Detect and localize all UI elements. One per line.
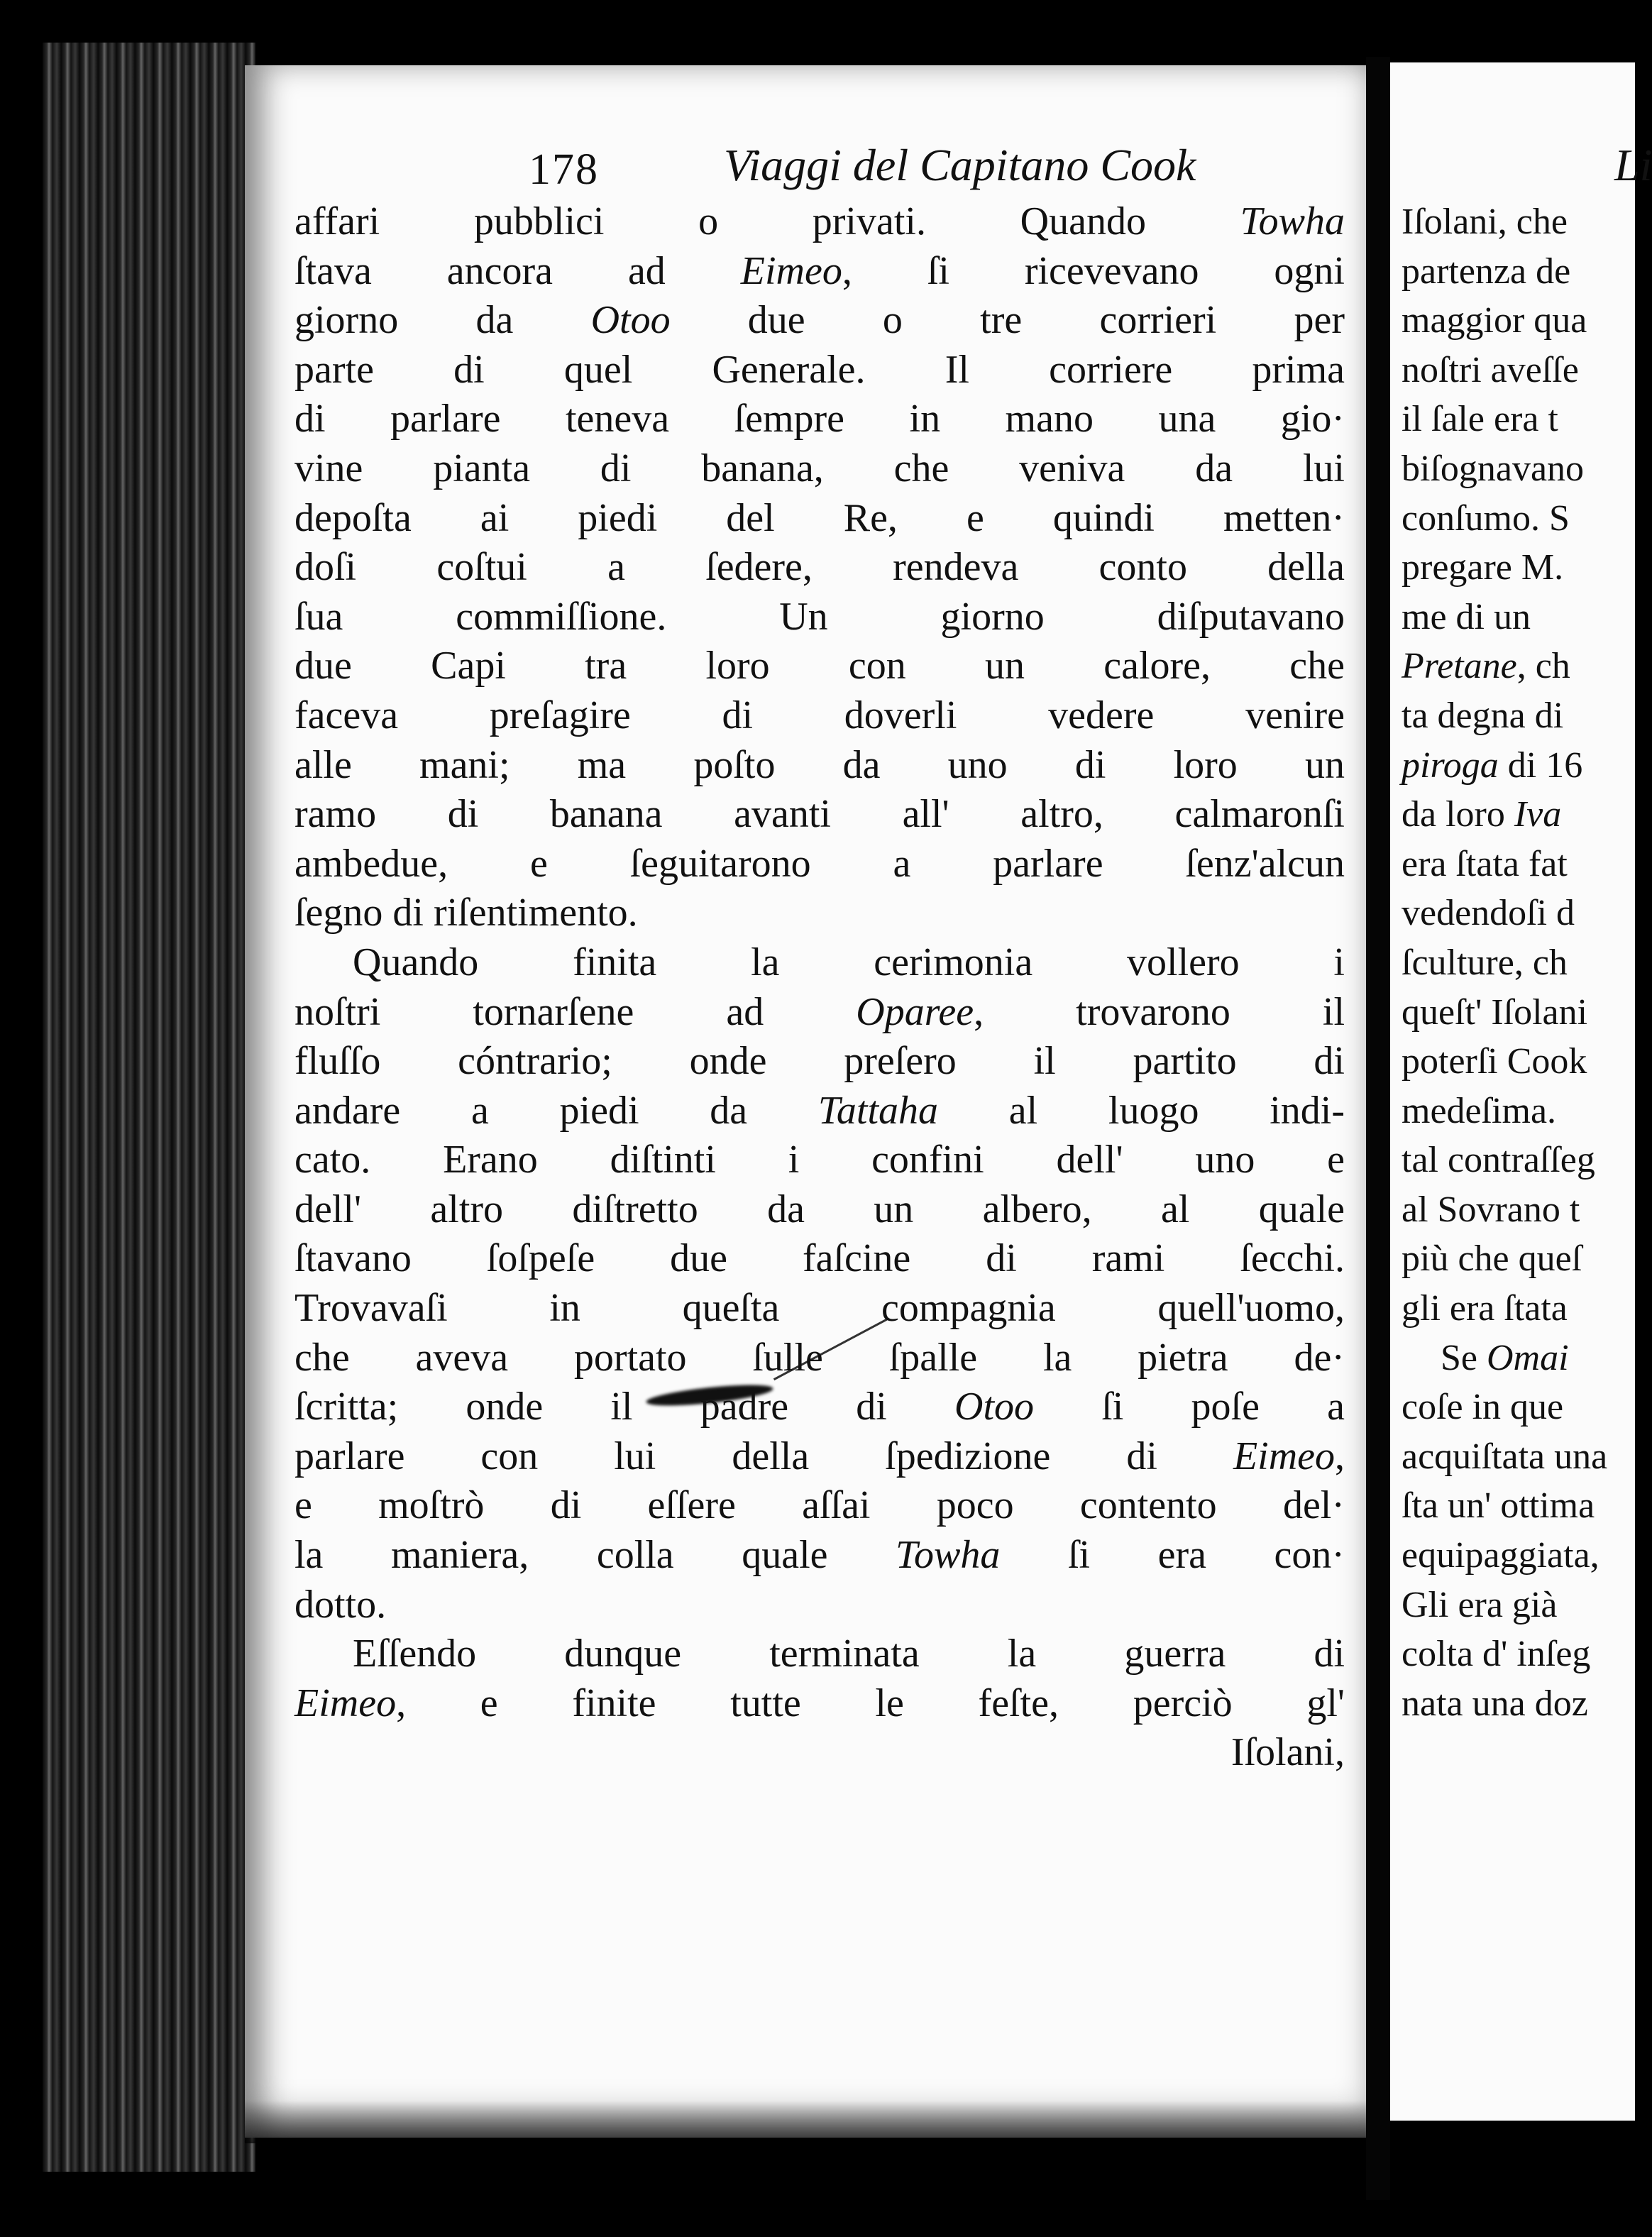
text-line	[294, 1728, 1345, 1778]
text-line	[1402, 197, 1643, 247]
text-segment: due o tre corrieri per	[670, 298, 1345, 343]
text-segment: che aveva portato ſulle ſpalle la pietra de·	[294, 1335, 1345, 1380]
italic-word: Iva	[1514, 794, 1562, 835]
text-segment: parte di quel Generale. Il corriere prima	[294, 347, 1345, 392]
text-line	[294, 1679, 1345, 1729]
text-segment: partenza de	[1402, 251, 1571, 292]
text-segment: ſcritta; onde il padre di	[294, 1385, 955, 1429]
text-segment: noſtri aveſſe	[1402, 349, 1579, 390]
text-segment: parlare con lui della ſpedizione di	[294, 1434, 1233, 1478]
text-segment: ſi poſe a	[1034, 1385, 1345, 1429]
italic-word: Pretane	[1402, 646, 1517, 687]
text-segment: due Capi tra loro con un calore, che	[294, 644, 1345, 688]
italic-word: Tattaha	[817, 1088, 939, 1133]
text-segment: ſua commiſſione. Un giorno diſputavano	[294, 594, 1345, 639]
italic-word: Towha	[1240, 199, 1345, 243]
text-line	[294, 247, 1345, 297]
text-segment: tal contraſſeg	[1402, 1140, 1595, 1181]
text-segment: pregare M.	[1402, 547, 1564, 588]
text-line	[294, 593, 1345, 642]
text-segment: al luogo indi-	[938, 1088, 1345, 1133]
text-line	[294, 1136, 1345, 1185]
text-segment: Eſſendo dunque terminata la guerra di	[353, 1632, 1345, 1676]
text-segment: più che queſ	[1402, 1238, 1582, 1280]
text-line	[1402, 395, 1643, 444]
text-segment: il ſale era t	[1402, 399, 1558, 440]
text-segment: la maniera, colla quale	[294, 1533, 896, 1578]
text-line	[1402, 1037, 1643, 1087]
text-segment: ſi era con·	[1000, 1533, 1345, 1578]
page-number: 178	[529, 145, 599, 194]
text-segment: ſculture, ch	[1402, 942, 1568, 983]
text-line	[1402, 1432, 1643, 1482]
text-line	[294, 1234, 1345, 1284]
text-segment: dotto.	[294, 1582, 387, 1627]
text-line	[1402, 494, 1643, 544]
text-segment: vedendoſi d	[1402, 893, 1575, 934]
italic-word: Omai	[1487, 1337, 1569, 1378]
text-segment: colta d' inſeg	[1402, 1634, 1591, 1675]
italic-word: Eimeo	[1233, 1434, 1335, 1478]
text-segment: era ſtata fat	[1402, 843, 1568, 884]
right-body-text	[1402, 197, 1643, 1728]
text-line	[1402, 247, 1643, 297]
text-segment: Quando finita la cerimonia vollero i	[353, 940, 1345, 984]
text-segment: Iſolani, che	[1402, 202, 1568, 242]
text-segment: Se	[1441, 1337, 1487, 1378]
text-segment: , e finite tutte le feſte, perciò gl'	[396, 1681, 1345, 1725]
text-line	[294, 1383, 1345, 1432]
text-segment: medeſima.	[1402, 1090, 1557, 1131]
page-shadow	[245, 2101, 1366, 2143]
text-segment: di 16	[1498, 744, 1583, 786]
text-segment: vine pianta di banana, che veniva da lui	[294, 446, 1345, 490]
text-line	[294, 444, 1345, 494]
text-segment: al Sovrano t	[1402, 1189, 1580, 1230]
text-segment: ſegno di riſentimento.	[294, 891, 638, 935]
text-segment: noſtri tornarſene ad	[294, 989, 857, 1034]
text-line	[294, 1531, 1345, 1581]
text-line	[1402, 1087, 1643, 1136]
text-line	[294, 1629, 1345, 1679]
text-line	[1402, 1334, 1643, 1383]
right-running-title: Li	[1614, 140, 1652, 190]
text-segment: biſognavano	[1402, 448, 1585, 489]
text-line	[294, 790, 1345, 840]
text-line	[294, 296, 1345, 346]
left-body-text	[294, 197, 1345, 1778]
text-line	[294, 1581, 1345, 1630]
text-line	[294, 741, 1345, 791]
book-gutter	[1366, 57, 1390, 2200]
text-segment: ſtavano ſoſpeſe due faſcine di rami ſecchi.	[294, 1236, 1345, 1281]
text-segment: ſta un' ottima	[1402, 1485, 1595, 1527]
italic-word: Towha	[896, 1533, 1001, 1578]
text-line	[294, 1334, 1345, 1383]
text-segment: , ch	[1516, 646, 1570, 687]
text-segment: Trovavaſi in queſta compagnia quell'uomo,	[294, 1286, 1345, 1331]
text-line	[1402, 444, 1643, 494]
italic-word: Eimeo	[294, 1681, 397, 1725]
text-line	[294, 889, 1345, 938]
right-page-header	[1402, 139, 1652, 197]
text-segment: conſumo. S	[1402, 498, 1570, 539]
text-segment: coſe in que	[1402, 1387, 1564, 1428]
page-edges	[43, 43, 255, 2172]
text-line	[294, 1432, 1345, 1482]
text-segment: da loro	[1402, 794, 1514, 835]
text-segment: Gli era già	[1402, 1584, 1558, 1625]
text-line	[294, 395, 1345, 444]
text-line	[1402, 642, 1643, 691]
text-segment: queſt' Iſolani	[1402, 991, 1588, 1033]
text-line	[1402, 1185, 1643, 1235]
right-page-text	[1402, 139, 1652, 1728]
text-line	[1402, 1531, 1643, 1581]
text-line	[294, 494, 1345, 544]
page-header	[294, 139, 1345, 197]
text-line	[1402, 543, 1643, 593]
text-segment: acquiſtata una	[1402, 1436, 1608, 1477]
text-line	[294, 642, 1345, 691]
text-segment: cato. Erano diſtinti i confini dell' uno e	[294, 1138, 1345, 1182]
text-segment: affari pubblici o privati. Quando	[294, 199, 1240, 243]
text-line	[294, 1185, 1345, 1235]
text-line	[1402, 296, 1643, 346]
text-line	[1402, 1679, 1643, 1729]
text-line	[1402, 593, 1643, 642]
italic-word: Otoo	[954, 1385, 1035, 1429]
text-segment: me di un	[1402, 596, 1531, 637]
text-segment: , ſi ricevevano ogni	[842, 248, 1345, 293]
left-page-text	[294, 139, 1345, 1778]
text-segment: e moſtrò di eſſere aſſai poco contento del·	[294, 1483, 1345, 1528]
text-segment: doſi coſtui a ſedere, rendeva conto della	[294, 545, 1345, 590]
italic-word: Eimeo	[740, 248, 842, 293]
text-segment: di parlare teneva ſempre in mano una gio·	[294, 397, 1345, 441]
text-line	[1402, 988, 1643, 1038]
text-segment: alle mani; ma poſto da uno di loro un	[294, 742, 1345, 787]
text-segment: dell' altro diſtretto da un albero, al quale	[294, 1187, 1345, 1231]
text-segment: equipaggiata,	[1402, 1535, 1599, 1576]
text-segment: nata una doz	[1402, 1683, 1588, 1724]
text-line	[1402, 938, 1643, 988]
text-line	[1402, 1234, 1643, 1284]
text-line	[1402, 1581, 1643, 1630]
text-segment: ſtava ancora ad	[294, 248, 741, 293]
text-line	[294, 988, 1345, 1038]
text-line	[1402, 790, 1643, 840]
text-segment: Iſolani,	[1230, 1730, 1345, 1775]
text-line	[294, 1284, 1345, 1334]
text-line	[294, 691, 1345, 741]
text-segment: poterſi Cook	[1402, 1041, 1587, 1082]
text-segment: depoſta ai piedi del Re, e quindi metten·	[294, 495, 1345, 540]
text-line	[1402, 1481, 1643, 1531]
text-line	[1402, 889, 1643, 938]
text-line	[294, 197, 1345, 247]
text-segment: , trovarono il	[974, 989, 1345, 1034]
text-line	[294, 840, 1345, 889]
text-segment: maggior qua	[1402, 300, 1587, 341]
text-segment: giorno da	[294, 298, 591, 343]
text-line	[1402, 1629, 1643, 1679]
text-line	[1402, 840, 1643, 889]
text-segment: ,	[1335, 1434, 1345, 1478]
text-segment: gli era ſtata	[1402, 1288, 1568, 1329]
text-line	[1402, 346, 1643, 395]
italic-word: Oparee	[856, 989, 974, 1034]
text-line	[294, 1481, 1345, 1531]
running-title: Viaggi del Capitano Cook	[724, 140, 1196, 190]
italic-word: Otoo	[590, 298, 671, 343]
text-line	[1402, 1383, 1643, 1432]
text-line	[1402, 1136, 1643, 1185]
text-segment: fluſſo cóntrario; onde preſero il partito di	[294, 1039, 1345, 1084]
text-line	[294, 543, 1345, 593]
text-segment: ambedue, e ſeguitarono a parlare ſenz'alcun	[294, 841, 1345, 886]
text-segment: ramo di banana avanti all' altro, calmaronſi	[294, 792, 1345, 837]
text-segment: andare a piedi da	[294, 1088, 818, 1133]
italic-word: piroga	[1402, 744, 1499, 786]
text-line	[294, 346, 1345, 395]
text-segment: ta degna di	[1402, 695, 1564, 736]
text-line	[294, 1037, 1345, 1087]
text-line	[1402, 741, 1643, 791]
text-segment: faceva preſagire di doverli vedere venire	[294, 693, 1345, 737]
text-line	[294, 1087, 1345, 1136]
text-line	[1402, 691, 1643, 741]
text-line	[294, 938, 1345, 988]
text-line	[1402, 1284, 1643, 1334]
